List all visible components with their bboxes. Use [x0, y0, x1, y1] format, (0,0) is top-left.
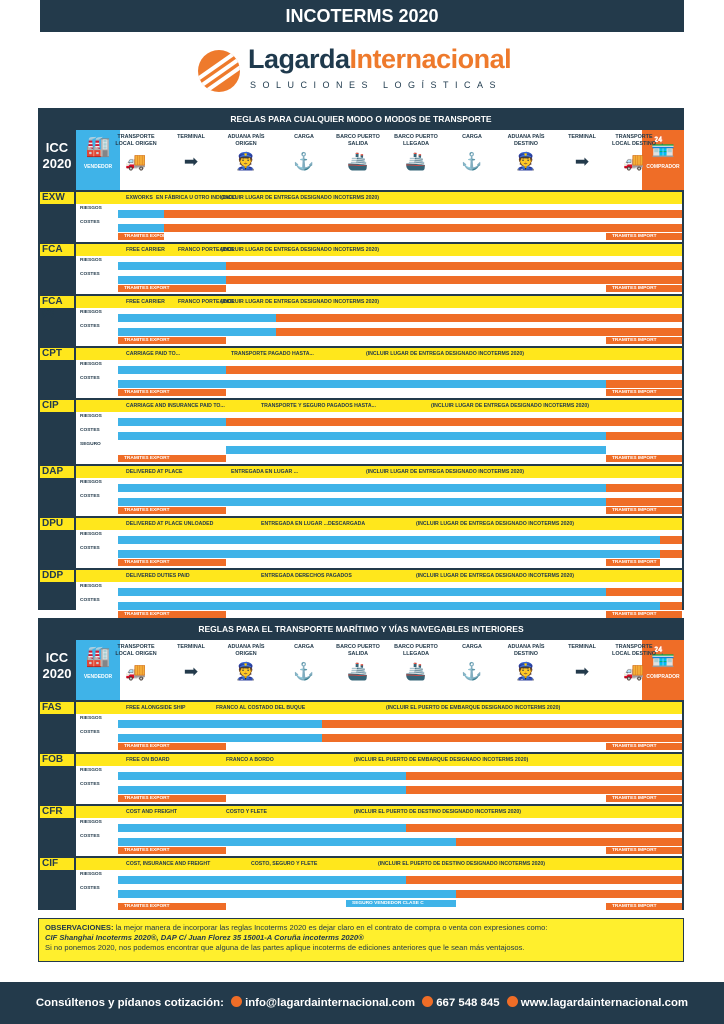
costes-bar-seller	[118, 328, 276, 336]
riesgos-bar-buyer	[226, 262, 682, 270]
term-code: DDP	[42, 570, 64, 581]
costes-bar-seller	[118, 890, 456, 898]
term-spanish: EN FÁBRICA U OTRO INDICADO	[156, 195, 237, 201]
costes-label: COSTES	[80, 428, 100, 433]
term-code: CPT	[42, 348, 62, 359]
term-name: FREE CARRIER	[126, 247, 165, 253]
logo-tagline: SOLUCIONES LOGÍSTICAS	[250, 80, 503, 90]
term-block	[76, 570, 682, 620]
logo-name: Lagarda	[248, 44, 350, 74]
riesgos-bar-seller	[118, 314, 276, 322]
riesgos-bar-seller	[118, 210, 164, 218]
term-place: (INCLUIR LUGAR DE ENTREGA DESIGNADO INCOTERMS 2020)	[416, 521, 575, 527]
costes-bar-buyer	[456, 838, 682, 846]
observaciones-note: Si no ponemos 2020, nos podemos encontrar que alguna de las partes aplique incoterms de ediciones anteriores que le sean más ventajosos.	[45, 943, 525, 952]
column-label: ADUANA PAÍS DESTINO	[507, 134, 545, 147]
costes-bar-seller	[118, 602, 660, 610]
riesgos-bar-buyer	[406, 876, 682, 884]
riesgos-label: RIESGOS	[80, 258, 102, 263]
section-any-mode	[38, 108, 684, 617]
term-spanish: ENTREGADA DERECHOS PAGADOS	[261, 573, 352, 579]
tramites-import-bar: TRAMITES IMPORT	[606, 903, 682, 910]
riesgos-bar-buyer	[406, 772, 682, 780]
term-name: COST AND FREIGHT	[126, 809, 178, 815]
riesgos-bar-seller	[118, 484, 606, 492]
vendedor-cell: 🏭 VENDEDOR	[76, 130, 120, 190]
column-9	[554, 644, 610, 682]
riesgos-bar-buyer	[164, 210, 682, 218]
riesgos-label: RIESGOS	[80, 480, 102, 485]
icc-badge: ICC 2020	[42, 140, 72, 171]
term-name: DELIVERED AT PLACE	[126, 469, 183, 475]
riesgos-label: RIESGOS	[80, 310, 102, 315]
riesgos-bar-buyer	[276, 314, 682, 322]
truck-icon: 🚚	[125, 152, 147, 171]
crane-icon: ⚓	[461, 662, 483, 681]
costes-label: COSTES	[80, 494, 100, 499]
column-2	[163, 134, 219, 172]
logo-name-accent: Internacional	[349, 44, 512, 74]
column-label: CARGA	[462, 134, 482, 140]
term-block	[76, 244, 682, 294]
ship-icon: 🚢	[347, 662, 369, 681]
term-block	[76, 400, 682, 464]
term-block	[76, 518, 682, 568]
tramites-export-bar: TRAMITES EXPORT	[118, 611, 226, 618]
column-4	[276, 134, 332, 172]
column-label: TERMINAL	[568, 644, 596, 650]
tramites-import-bar: TRAMITES IMPORT	[606, 507, 682, 514]
column-8	[498, 134, 554, 172]
tramites-import-bar: TRAMITES IMPORT	[606, 455, 682, 462]
column-1	[108, 134, 164, 172]
section-title: REGLAS PARA CUALQUIER MODO O MODOS DE TRANSPORTE	[230, 114, 492, 124]
company-logo	[190, 44, 550, 96]
column-7	[444, 134, 500, 172]
footer	[0, 982, 724, 1024]
tramites-export-bar: TRAMITES EXPORT	[118, 337, 226, 344]
tramites-import-bar: TRAMITES IMPORT	[606, 389, 682, 396]
term-code: CIF	[42, 858, 59, 869]
term-block	[76, 348, 682, 398]
column-label: CARGA	[294, 644, 314, 650]
term-spanish: TRANSPORTE PAGADO HASTA...	[231, 351, 314, 357]
term-code: FCA	[42, 244, 63, 255]
term-code: CFR	[42, 806, 63, 817]
costes-bar-buyer	[456, 890, 682, 898]
column-label: BARCO PUERTO LLEGADA	[394, 644, 438, 657]
term-name: EXWORKS	[126, 195, 153, 201]
column-5	[330, 644, 386, 682]
riesgos-bar-buyer	[660, 536, 682, 544]
phone-icon	[422, 996, 433, 1007]
ship-icon: 🚢	[405, 662, 427, 681]
costes-label: COSTES	[80, 886, 100, 891]
costes-bar-seller	[118, 498, 606, 506]
costes-bar-buyer	[322, 734, 682, 742]
column-label: BARCO PUERTO SALIDA	[336, 644, 380, 657]
column-label: ADUANA PAÍS ORIGEN	[227, 644, 265, 657]
footer-phone[interactable]: 667 548 845	[436, 997, 500, 1009]
column-label: CARGA	[462, 644, 482, 650]
costes-bar-seller	[118, 838, 456, 846]
section-maritime	[38, 618, 684, 910]
tramites-import-bar: TRAMITES IMPORT	[606, 743, 682, 750]
costes-label: COSTES	[80, 730, 100, 735]
term-place: (INCLUIR LUGAR DE ENTREGA DESIGNADO INCOTERMS 2020)	[431, 403, 590, 409]
term-block	[76, 192, 682, 242]
costes-bar-seller	[118, 380, 606, 388]
column-label: ADUANA PAÍS ORIGEN	[227, 134, 265, 147]
arrow-right-icon: ➡	[574, 662, 590, 681]
term-place: (INCLUIR LUGAR DE ENTREGA DESIGNADO INCOTERMS 2020)	[366, 351, 525, 357]
column-label: TERMINAL	[177, 134, 205, 140]
term-block	[76, 296, 682, 346]
ship-icon: 🚢	[347, 152, 369, 171]
tramites-import-bar: TRAMITES IMPORT	[606, 795, 682, 802]
term-name: DELIVERED DUTIES PAID	[126, 573, 190, 579]
column-label: ADUANA PAÍS DESTINO	[507, 644, 545, 657]
term-code: CIP	[42, 400, 59, 411]
riesgos-label: RIESGOS	[80, 820, 102, 825]
web-icon	[507, 996, 518, 1007]
costes-bar-seller	[118, 734, 322, 742]
term-place: (INCLUIR EL PUERTO DE EMBARQUE DESIGNADO INCOTERMS 2020)	[386, 705, 561, 711]
costes-label: COSTES	[80, 324, 100, 329]
arrow-right-icon: ➡	[183, 662, 199, 681]
term-spanish: COSTO, SEGURO Y FLETE	[251, 861, 318, 867]
comprador-cell: 🏪 COMPRADOR	[642, 640, 684, 700]
term-name: FREE CARRIER	[126, 299, 165, 305]
term-spanish: FRANCO A BORDO	[226, 757, 274, 763]
costes-bar-buyer	[406, 786, 682, 794]
column-3	[218, 134, 274, 172]
riesgos-bar-buyer	[606, 588, 682, 596]
column-5	[330, 134, 386, 172]
logo-mark-icon	[198, 50, 240, 92]
term-name: DELIVERED AT PLACE UNLOADED	[126, 521, 214, 527]
column-label: BARCO PUERTO SALIDA	[336, 134, 380, 147]
riesgos-bar-seller	[118, 262, 226, 270]
truck-icon: 🚚	[125, 662, 147, 681]
column-6	[388, 644, 444, 682]
column-2	[163, 644, 219, 682]
tramites-export-bar: TRAMITES EXPORT	[118, 847, 226, 854]
customs-officer-icon: 👮	[515, 662, 537, 681]
column-label: BARCO PUERTO LLEGADA	[394, 134, 438, 147]
column-10	[606, 134, 662, 172]
store-icon: 🏪	[650, 646, 676, 668]
comprador-cell: 🏪 COMPRADOR	[642, 130, 684, 190]
term-name: FREE ALONGSIDE SHIP	[126, 705, 186, 711]
column-label: TRANSPORTE LOCAL ORIGEN	[115, 644, 157, 657]
term-spanish: COSTO Y FLETE	[226, 809, 267, 815]
column-1	[108, 644, 164, 682]
term-name: COST, INSURANCE AND FREIGHT	[126, 861, 211, 867]
costes-bar-seller	[118, 550, 660, 558]
term-place: (INCLUIR EL PUERTO DE DESTINO DESIGNADO INCOTERMS 2020)	[354, 809, 521, 815]
column-3	[218, 644, 274, 682]
page-title: INCOTERMS 2020	[40, 0, 684, 32]
costes-bar-buyer	[660, 550, 682, 558]
factory-icon: 🏭	[85, 136, 111, 158]
riesgos-label: RIESGOS	[80, 872, 102, 877]
observaciones-label: OBSERVACIONES:	[45, 923, 114, 932]
term-block	[76, 858, 682, 912]
term-block	[76, 702, 682, 752]
term-place: (INCLUIR EL PUERTO DE DESTINO DESIGNADO INCOTERMS 2020)	[378, 861, 545, 867]
riesgos-bar-seller	[118, 588, 606, 596]
term-code: FAS	[42, 702, 62, 713]
costes-bar-seller	[118, 432, 606, 440]
tramites-import-bar: TRAMITES IMPORT	[606, 285, 682, 292]
footer-email[interactable]: info@lagardainternacional.com	[245, 997, 416, 1009]
column-label: CARGA	[294, 134, 314, 140]
term-code: FCA (2)	[42, 296, 63, 319]
column-label: TRANSPORTE LOCAL ORIGEN	[115, 134, 157, 147]
term-spanish: FRANCO AL COSTADO DEL BUQUE	[216, 705, 306, 711]
costes-bar-buyer	[226, 276, 682, 284]
term-place: (INCLUIR EL PUERTO DE EMBARQUE DESIGNADO INCOTERMS 2020)	[354, 757, 529, 763]
riesgos-label: RIESGOS	[80, 414, 102, 419]
column-8	[498, 644, 554, 682]
tramites-import-bar: TRAMITES IMPORT	[606, 559, 660, 566]
term-name: FREE ON BOARD	[126, 757, 170, 763]
tramites-import-bar: TRAMITES IMPORT	[606, 611, 682, 618]
tramites-export-bar: TRAMITES EXPORT	[118, 743, 226, 750]
riesgos-bar-seller	[118, 418, 226, 426]
riesgos-bar-seller	[118, 824, 406, 832]
term-place: (INCLUIR LUGAR DE ENTREGA DESIGNADO INCOTERMS 2020)	[221, 247, 380, 253]
column-label: TRANSPORTE LOCAL DESTINO	[612, 134, 656, 147]
riesgos-bar-buyer	[606, 484, 682, 492]
customs-officer-icon: 👮	[235, 152, 257, 171]
footer-prompt: Consúltenos y pídanos cotización:	[35, 997, 224, 1009]
icc-badge: ICC 2020	[42, 650, 72, 681]
crane-icon: ⚓	[293, 152, 315, 171]
email-icon	[231, 996, 242, 1007]
term-spanish: ENTREGADA EN LUGAR ...DESCARGADA	[261, 521, 366, 527]
term-spanish: TRANSPORTE Y SEGURO PAGADOS HASTA...	[261, 403, 376, 409]
costes-label: COSTES	[80, 272, 100, 277]
riesgos-bar-seller	[118, 772, 406, 780]
truck-icon: 🚚	[623, 152, 645, 171]
term-code: DPU	[42, 518, 64, 529]
costes-label: COSTES	[80, 546, 100, 551]
term-code: EXW	[42, 192, 65, 203]
riesgos-bar-seller	[118, 536, 660, 544]
costes-bar-buyer	[606, 432, 682, 440]
column-4	[276, 644, 332, 682]
arrow-right-icon: ➡	[574, 152, 590, 171]
riesgos-bar-seller	[118, 366, 226, 374]
term-place: (INCLUIR LUGAR DE ENTREGA DESIGNADO INCOTERMS 2020)	[416, 573, 575, 579]
tramites-export-bar: TRAMITES EXPORT	[118, 795, 226, 802]
costes-label: COSTES	[80, 376, 100, 381]
crane-icon: ⚓	[293, 662, 315, 681]
observaciones-box	[38, 918, 684, 962]
term-code: FOB	[42, 754, 64, 765]
costes-bar-seller	[118, 786, 406, 794]
term-block	[76, 466, 682, 516]
customs-officer-icon: 👮	[515, 152, 537, 171]
term-place: (INCLUIR LUGAR DE ENTREGA DESIGNADO INCOTERMS 2020)	[221, 299, 380, 305]
term-name: CARRIAGE AND INSURANCE PAID TO...	[126, 403, 225, 409]
term-name: CARRIAGE PAID TO...	[126, 351, 180, 357]
costes-label: COSTES	[80, 782, 100, 787]
tramites-export-bar: TRAMITES EXPORT	[118, 507, 226, 514]
term-spanish: ENTREGADA EN LUGAR ...	[231, 469, 298, 475]
tramites-export-bar: TRAMITES EXPORT	[118, 389, 226, 396]
costes-bar-buyer	[606, 380, 682, 388]
riesgos-bar-seller	[118, 876, 406, 884]
riesgos-bar-buyer	[226, 366, 682, 374]
crane-icon: ⚓	[461, 152, 483, 171]
costes-bar-seller	[118, 224, 164, 232]
term-spanish: FRANCO PORTEADOR	[178, 247, 235, 253]
tramites-export-bar: TRAMITES EXPORT	[118, 233, 164, 240]
costes-label: COSTES	[80, 598, 100, 603]
tramites-export-bar: TRAMITES EXPORT	[118, 455, 226, 462]
arrow-right-icon: ➡	[183, 152, 199, 171]
term-code: DAP	[42, 466, 64, 477]
term-spanish: FRANCO PORTEADOR	[178, 299, 235, 305]
riesgos-bar-buyer	[226, 418, 682, 426]
column-label: TRANSPORTE LOCAL DESTINO	[612, 644, 656, 657]
column-label: TERMINAL	[568, 134, 596, 140]
vendedor-cell: 🏭 VENDEDOR	[76, 640, 120, 700]
customs-officer-icon: 👮	[235, 662, 257, 681]
riesgos-label: RIESGOS	[80, 532, 102, 537]
riesgos-label: RIESGOS	[80, 768, 102, 773]
factory-icon: 🏭	[85, 646, 111, 668]
tramites-export-bar: TRAMITES EXPORT	[118, 285, 226, 292]
seguro-bar: SEGURO VENDEDOR CLASE C	[346, 900, 456, 907]
costes-bar-seller	[118, 276, 226, 284]
observaciones-text: la mejor manera de incorporar las reglas Incoterms 2020 es dejar claro en el contrato de compra o venta con expresiones como:	[115, 923, 548, 932]
costes-label: COSTES	[80, 834, 100, 839]
ship-icon: 🚢	[405, 152, 427, 171]
tramites-export-bar: TRAMITES EXPORT	[118, 559, 226, 566]
costes-label: COSTES	[80, 220, 100, 225]
costes-bar-buyer	[660, 602, 682, 610]
seguro-label: SEGURO	[80, 442, 101, 447]
tramites-import-bar: TRAMITES IMPORT	[606, 337, 682, 344]
tramites-export-bar: TRAMITES EXPORT	[118, 903, 226, 910]
riesgos-label: RIESGOS	[80, 584, 102, 589]
section-title: REGLAS PARA EL TRANSPORTE MARÍTIMO Y VÍAS NAVEGABLES INTERIORES	[198, 624, 524, 634]
riesgos-label: RIESGOS	[80, 206, 102, 211]
term-place: (INCLUIR LUGAR DE ENTREGA DESIGNADO INCOTERMS 2020)	[221, 195, 380, 201]
column-7	[444, 644, 500, 682]
term-block	[76, 754, 682, 804]
riesgos-bar-buyer	[322, 720, 682, 728]
footer-web[interactable]: www.lagardainternacional.com	[520, 997, 689, 1009]
column-label: TERMINAL	[177, 644, 205, 650]
column-10	[606, 644, 662, 682]
store-icon: 🏪	[650, 136, 676, 158]
column-6	[388, 134, 444, 172]
truck-icon: 🚚	[623, 662, 645, 681]
observaciones-example: CIF Shanghai Incoterms 2020®, DAP C/ Juan Florez 35 15001-A Coruña incoterms 2020®	[45, 933, 364, 942]
costes-bar-buyer	[606, 498, 682, 506]
term-block	[76, 806, 682, 856]
term-place: (INCLUIR LUGAR DE ENTREGA DESIGNADO INCOTERMS 2020)	[366, 469, 525, 475]
costes-bar-buyer	[164, 224, 682, 232]
tramites-import-bar: TRAMITES IMPORT	[606, 233, 682, 240]
column-9	[554, 134, 610, 172]
riesgos-bar-seller	[118, 720, 322, 728]
tramites-import-bar: TRAMITES IMPORT	[606, 847, 682, 854]
riesgos-label: RIESGOS	[80, 362, 102, 367]
riesgos-label: RIESGOS	[80, 716, 102, 721]
seguro-bar-seller	[226, 446, 606, 454]
costes-bar-buyer	[276, 328, 682, 336]
riesgos-bar-buyer	[406, 824, 682, 832]
